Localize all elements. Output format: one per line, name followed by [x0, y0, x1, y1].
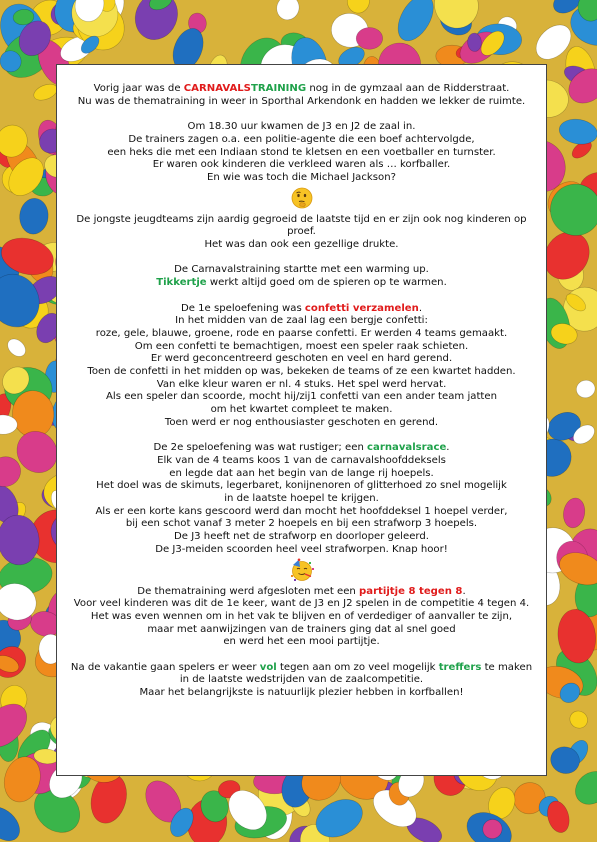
final-text-mid: tegen aan om zo veel mogelijk	[276, 661, 439, 673]
arrival-line: een heks die met een Indiaan stond te kletsen en een voetballer en turnster.	[107, 146, 496, 158]
exercise1-line: Van elke kleur waren er nl. 4 stuks. Het spel werd hervat.	[156, 378, 447, 390]
intro-text: Vorig jaar was de	[93, 83, 184, 94]
confetti-piece	[561, 496, 587, 529]
confetti-piece	[4, 335, 29, 359]
exercise2-text: De 2e speloefening was wat rustiger; een	[153, 442, 368, 454]
warmup-line: De Carnavalstraining startte met een warming up.	[174, 264, 429, 276]
closing-line: maar met aanwijzingen van de trainers ging dat al snel goed	[147, 623, 456, 635]
vol-highlight: vol	[259, 661, 277, 673]
partying-face-icon	[65, 558, 538, 582]
exercise1-line: Om een confetti te bemachtigen, moest een speler raak schieten.	[134, 340, 469, 352]
exercise1-line: In het midden van de zaal lag een bergje confetti:	[175, 315, 428, 327]
exercise1-text: De 1e spelоefening was	[180, 302, 305, 314]
exercise2-line: De J3 heeft net de strafworp en doorloper geleerd.	[174, 531, 429, 543]
exercise2-line: bij een schot vanaf 3 meter 2 hoepels en bij een strafworp 3 hoepels.	[125, 518, 478, 530]
closing-line: Voor veel kinderen was dit de 1e keer, want de J3 en J2 spelen in de competitie 4 tegen 4.	[73, 598, 530, 610]
confetti-piece	[567, 708, 591, 732]
confetti-piece	[356, 27, 383, 49]
confetti-piece	[391, 0, 441, 47]
final-line	[65, 662, 538, 675]
intro-text-end: nog in de gymzaal aan de Ridderstraat.	[306, 83, 510, 94]
confetti-piece	[18, 197, 49, 235]
carnavalsrace-highlight: carnavalsrace	[367, 442, 447, 454]
final-line-2: in de laatste wedstrijden van de zaalcompetitie.	[179, 674, 424, 686]
confetti-piece	[0, 800, 26, 842]
exercise1-line: Er werd geconcentreerd geschoten en veel en hard gerend.	[150, 353, 453, 365]
exercise1-line: Als een speler dan scoorde, mocht hij/zij1 confetti van een ander team jatten	[106, 391, 497, 403]
confetti-piece	[574, 378, 597, 400]
exercise1-heading	[65, 303, 538, 316]
arrival-line: En wie was toch die Michael Jackson?	[207, 171, 396, 183]
treffers-highlight: treffers	[438, 661, 482, 673]
partijtje-highlight: partijtje 8 tegen 8	[359, 585, 463, 597]
final-line-3: Maar het belangrijkste is natuurlijk plezier hebben in korfballen!	[139, 687, 464, 699]
arrival-line: Om 18.30 uur kwamen de J3 en J2 de zaal in.	[187, 121, 416, 133]
youth-line: Het was dan ook een gezellige drukte.	[204, 239, 399, 251]
exercise1-line: roze, gele, blauwe, groene, rode en paarse confetti. Er werden 4 teams gemaakt.	[95, 327, 508, 339]
closing-text: De thematraining werd afgesloten met een	[137, 585, 360, 597]
exercise2-dot: .	[446, 442, 450, 454]
final-text: Na de vakantie gaan spelers er weer	[70, 661, 260, 673]
exercise2-line: Elk van de 4 teams koos 1 van de carnavalshoofddeksels	[157, 454, 446, 466]
exercise2-line: en legde dat aan het begin van de lange rij hoepels.	[169, 467, 434, 479]
intro-line	[65, 83, 538, 96]
exercise1-line: Toen de confetti in het midden op was, bekeken de teams of ze een kwartet hadden.	[87, 366, 516, 378]
exercise2-line: Als er een korte kans gescoord werd dan mocht het hoofddeksel 1 hoepel verder,	[95, 505, 508, 517]
arrival-line: Er waren ook kinderen die verkleed waren als … korfballer.	[152, 159, 451, 171]
tikkertje-highlight: Tikkertje	[156, 277, 207, 289]
closing-line: Het was even wennen om in het vak te blijven en of verdediger of aanvaller te zijn,	[90, 610, 513, 622]
confetti-verzamelen-highlight: confetti verzamelen	[304, 302, 419, 314]
closing-dot: .	[462, 585, 466, 597]
youth-line: De jongste jeugdteams zijn aardig gegroeid de laatste tijd en er zijn ook nog kinderen op proef.	[76, 213, 527, 238]
exercise2-line: in de laatste hoepel te krijgen.	[224, 493, 379, 505]
exercise2-line: De J3-meiden scoorden heel veel strafworpen. Knap hoor!	[155, 543, 448, 555]
intro-line-2: Nu was de thematraining in weer in Sporthal Arkendonk en hadden we lekker de ruimte.	[77, 95, 526, 107]
warmup-text: werkt altijd goed om de spieren op te warmen.	[206, 277, 447, 289]
exercise1-line: om het kwartet compleet te maken.	[210, 404, 393, 416]
thinking-face-icon	[65, 186, 538, 210]
confetti-piece	[274, 0, 302, 23]
final-text-end: te maken	[481, 661, 533, 673]
exercise2-line: Het doel was de skimuts, legerbaret, konijnenoren of glitterhoed zo snel mogelijk	[96, 480, 507, 492]
closing-heading	[65, 586, 538, 599]
closing-line: en werd het een mooi partijtje.	[223, 636, 380, 648]
confetti-piece	[346, 0, 371, 14]
arrival-line: De trainers zagen o.a. een politie-agente die een boef achtervolgde,	[128, 133, 475, 145]
warmup-line-2	[65, 277, 538, 290]
carnavals-highlight: CARNAVALS	[183, 83, 251, 94]
training-highlight: TRAINING	[250, 83, 307, 94]
exercise1-line: Toen werd er nog enthousiaster geschoten en gerend.	[164, 416, 439, 428]
exercise2-heading	[65, 442, 538, 455]
article-text-box	[56, 64, 547, 776]
confetti-piece	[557, 116, 597, 147]
exercise1-dot: .	[418, 302, 423, 314]
